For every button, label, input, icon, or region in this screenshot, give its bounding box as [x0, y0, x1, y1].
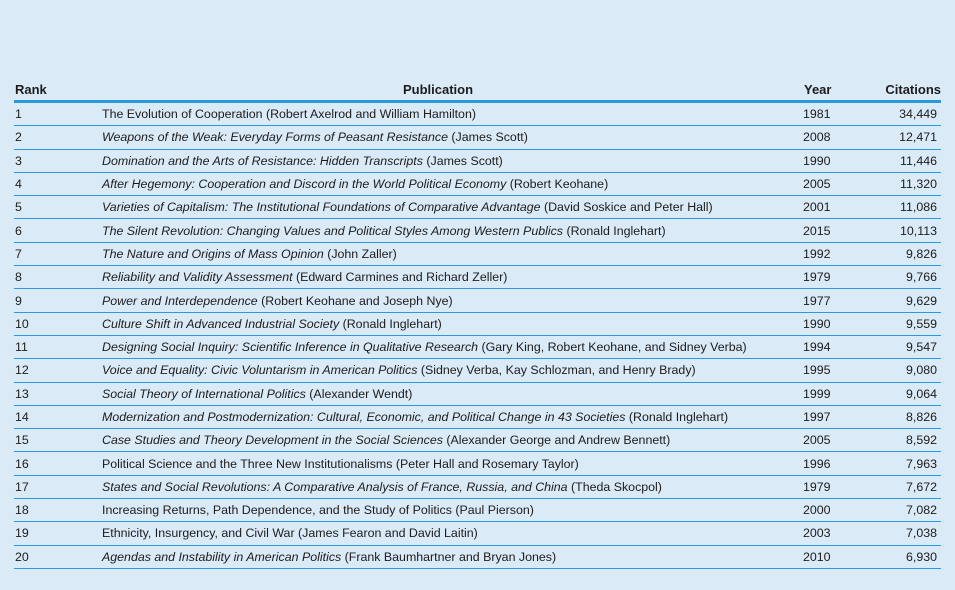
row-rank: 18 [14, 499, 100, 522]
header-rank: Rank [14, 78, 100, 102]
publication-authors: (James Fearon and David Laitin) [294, 526, 478, 541]
row-year: 1992 [776, 242, 871, 265]
row-year: 2001 [776, 196, 871, 219]
row-publication [100, 126, 776, 149]
publication-authors: (Alexander Wendt) [305, 386, 413, 401]
row-citations: 9,080 [871, 359, 941, 382]
publication-title: Ethnicity, Insurgency, and Civil War [102, 526, 295, 541]
publication-title: Weapons of the Weak: Everyday Forms of Peasant Resistance [102, 130, 448, 145]
row-publication [100, 522, 776, 545]
row-publication [100, 312, 776, 335]
publication-title: Modernization and Postmodernization: Cultural, Economic, and Political Change in 43 Societies [102, 410, 626, 424]
row-year: 1995 [776, 359, 871, 382]
row-rank: 16 [14, 452, 100, 475]
row-rank: 11 [14, 335, 100, 358]
row-citations: 9,629 [871, 289, 941, 312]
publication-authors: (James Scott) [422, 153, 503, 168]
row-publication [100, 405, 776, 428]
publication-title: Voice and Equality: Civic Voluntarism in American Politics [102, 363, 418, 378]
row-rank: 19 [14, 522, 100, 545]
table-row [14, 196, 941, 219]
table-row [14, 289, 941, 312]
row-publication [100, 196, 776, 219]
row-year: 1990 [776, 312, 871, 335]
row-citations: 9,826 [871, 242, 941, 265]
row-rank: 3 [14, 149, 100, 172]
table-row [14, 522, 941, 545]
row-year: 2010 [776, 545, 871, 568]
row-publication [100, 242, 776, 265]
row-citations: 7,672 [871, 475, 941, 498]
publication-title: Case Studies and Theory Development in the Social Sciences [102, 433, 443, 448]
publication-title: The Nature and Origins of Mass Opinion [102, 246, 324, 261]
table-row [14, 405, 941, 428]
row-publication [100, 102, 776, 126]
row-rank: 14 [14, 405, 100, 428]
row-citations: 9,064 [871, 382, 941, 405]
publication-title: Culture Shift in Advanced Industrial Society [102, 316, 340, 331]
row-year: 2005 [776, 172, 871, 195]
citations-table-container [14, 78, 941, 569]
row-year: 1997 [776, 405, 871, 428]
publication-authors: (Paul Pierson) [451, 503, 534, 518]
row-year: 1981 [776, 102, 871, 126]
header-row [14, 78, 941, 102]
table-row [14, 359, 941, 382]
publication-title: Social Theory of International Politics [102, 386, 306, 401]
table-body [14, 102, 941, 569]
row-citations: 7,082 [871, 499, 941, 522]
publication-title: The Evolution of Cooperation [102, 107, 263, 122]
publication-authors: (David Soskice and Peter Hall) [540, 200, 713, 215]
row-rank: 7 [14, 242, 100, 265]
publication-authors: (Ronald Inglehart) [339, 316, 442, 331]
row-citations: 7,038 [871, 522, 941, 545]
row-publication [100, 429, 776, 452]
header-publication: Publication [100, 78, 776, 102]
row-rank: 15 [14, 429, 100, 452]
row-rank: 9 [14, 289, 100, 312]
row-year: 1994 [776, 335, 871, 358]
publication-title: Power and Interdependence [102, 293, 258, 308]
table-row [14, 172, 941, 195]
row-publication [100, 475, 776, 498]
row-year: 2005 [776, 429, 871, 452]
publication-title: Designing Social Inquiry: Scientific Inference in Qualitative Research [102, 340, 479, 355]
table-row [14, 429, 941, 452]
row-citations: 9,547 [871, 335, 941, 358]
row-year: 2008 [776, 126, 871, 149]
header-citations: Citations [871, 78, 941, 102]
row-rank: 8 [14, 266, 100, 289]
row-rank: 13 [14, 382, 100, 405]
row-citations: 34,449 [871, 102, 941, 126]
row-year: 1977 [776, 289, 871, 312]
table-row [14, 312, 941, 335]
table-row [14, 126, 941, 149]
publication-authors: (Theda Skocpol) [567, 479, 662, 494]
row-citations: 9,559 [871, 312, 941, 335]
table-row [14, 242, 941, 265]
row-publication [100, 359, 776, 382]
row-citations: 7,963 [871, 452, 941, 475]
row-publication [100, 382, 776, 405]
row-rank: 2 [14, 126, 100, 149]
table-row [14, 219, 941, 242]
citations-table [14, 78, 941, 569]
row-citations: 12,471 [871, 126, 941, 149]
row-publication [100, 545, 776, 568]
publication-authors: (Alexander George and Andrew Bennett) [442, 433, 671, 448]
publication-authors: (Robert Axelrod and William Hamilton) [262, 107, 476, 122]
row-rank: 10 [14, 312, 100, 335]
row-rank: 20 [14, 545, 100, 568]
publication-authors: (Ronald Inglehart) [563, 223, 666, 238]
publication-authors: (Edward Carmines and Richard Zeller) [292, 270, 508, 285]
publication-title: Varieties of Capitalism: The Institutional Foundations of Comparative Advantage [102, 200, 541, 215]
publication-title: Reliability and Validity Assessment [102, 270, 293, 285]
publication-title: States and Social Revolutions: A Comparative Analysis of France, Russia, and China [102, 479, 568, 494]
table-row [14, 266, 941, 289]
row-year: 2000 [776, 499, 871, 522]
row-rank: 6 [14, 219, 100, 242]
publication-title: Domination and the Arts of Resistance: Hidden Transcripts [102, 153, 423, 168]
row-citations: 11,446 [871, 149, 941, 172]
row-rank: 1 [14, 102, 100, 126]
row-publication [100, 172, 776, 195]
publication-authors: (Frank Baumhartner and Bryan Jones) [341, 549, 557, 564]
row-rank: 12 [14, 359, 100, 382]
table-row [14, 335, 941, 358]
row-rank: 5 [14, 196, 100, 219]
publication-authors: (John Zaller) [323, 246, 397, 261]
publication-title: Political Science and the Three New Institutionalisms [102, 456, 393, 471]
row-year: 2003 [776, 522, 871, 545]
row-citations: 11,320 [871, 172, 941, 195]
publication-authors: (Gary King, Robert Keohane, and Sidney Verba) [478, 340, 747, 355]
row-citations: 10,113 [871, 219, 941, 242]
row-rank: 17 [14, 475, 100, 498]
row-year: 2015 [776, 219, 871, 242]
publication-authors: (Peter Hall and Rosemary Taylor) [392, 456, 579, 471]
row-citations: 11,086 [871, 196, 941, 219]
publication-title: The Silent Revolution: Changing Values and Political Styles Among Western Publics [102, 223, 563, 238]
row-rank: 4 [14, 172, 100, 195]
row-year: 1990 [776, 149, 871, 172]
row-year: 1999 [776, 382, 871, 405]
row-citations: 6,930 [871, 545, 941, 568]
row-publication [100, 499, 776, 522]
table-row [14, 475, 941, 498]
row-citations: 8,826 [871, 405, 941, 428]
header-year: Year [776, 78, 871, 102]
table-row [14, 499, 941, 522]
row-publication [100, 335, 776, 358]
publication-title: After Hegemony: Cooperation and Discord in the World Political Economy [102, 177, 507, 192]
table-row [14, 545, 941, 568]
publication-authors: (Sidney Verba, Kay Schlozman, and Henry Brady) [417, 363, 696, 378]
row-publication [100, 289, 776, 312]
table-row [14, 102, 941, 126]
publication-authors: (Robert Keohane and Joseph Nye) [257, 293, 453, 308]
publication-authors: (Ronald Inglehart) [625, 410, 729, 424]
table-row [14, 382, 941, 405]
row-publication [100, 219, 776, 242]
publication-title: Agendas and Instability in American Politics [102, 549, 342, 564]
publication-title: Increasing Returns, Path Dependence, and the Study of Politics [102, 503, 452, 518]
row-year: 1979 [776, 475, 871, 498]
table-header [14, 78, 941, 102]
row-citations: 9,766 [871, 266, 941, 289]
row-publication [100, 149, 776, 172]
row-year: 1996 [776, 452, 871, 475]
publication-authors: (Robert Keohane) [506, 177, 609, 192]
publication-authors: (James Scott) [447, 130, 528, 145]
row-citations: 8,592 [871, 429, 941, 452]
row-publication [100, 266, 776, 289]
table-row [14, 149, 941, 172]
row-publication [100, 452, 776, 475]
row-year: 1979 [776, 266, 871, 289]
table-row [14, 452, 941, 475]
